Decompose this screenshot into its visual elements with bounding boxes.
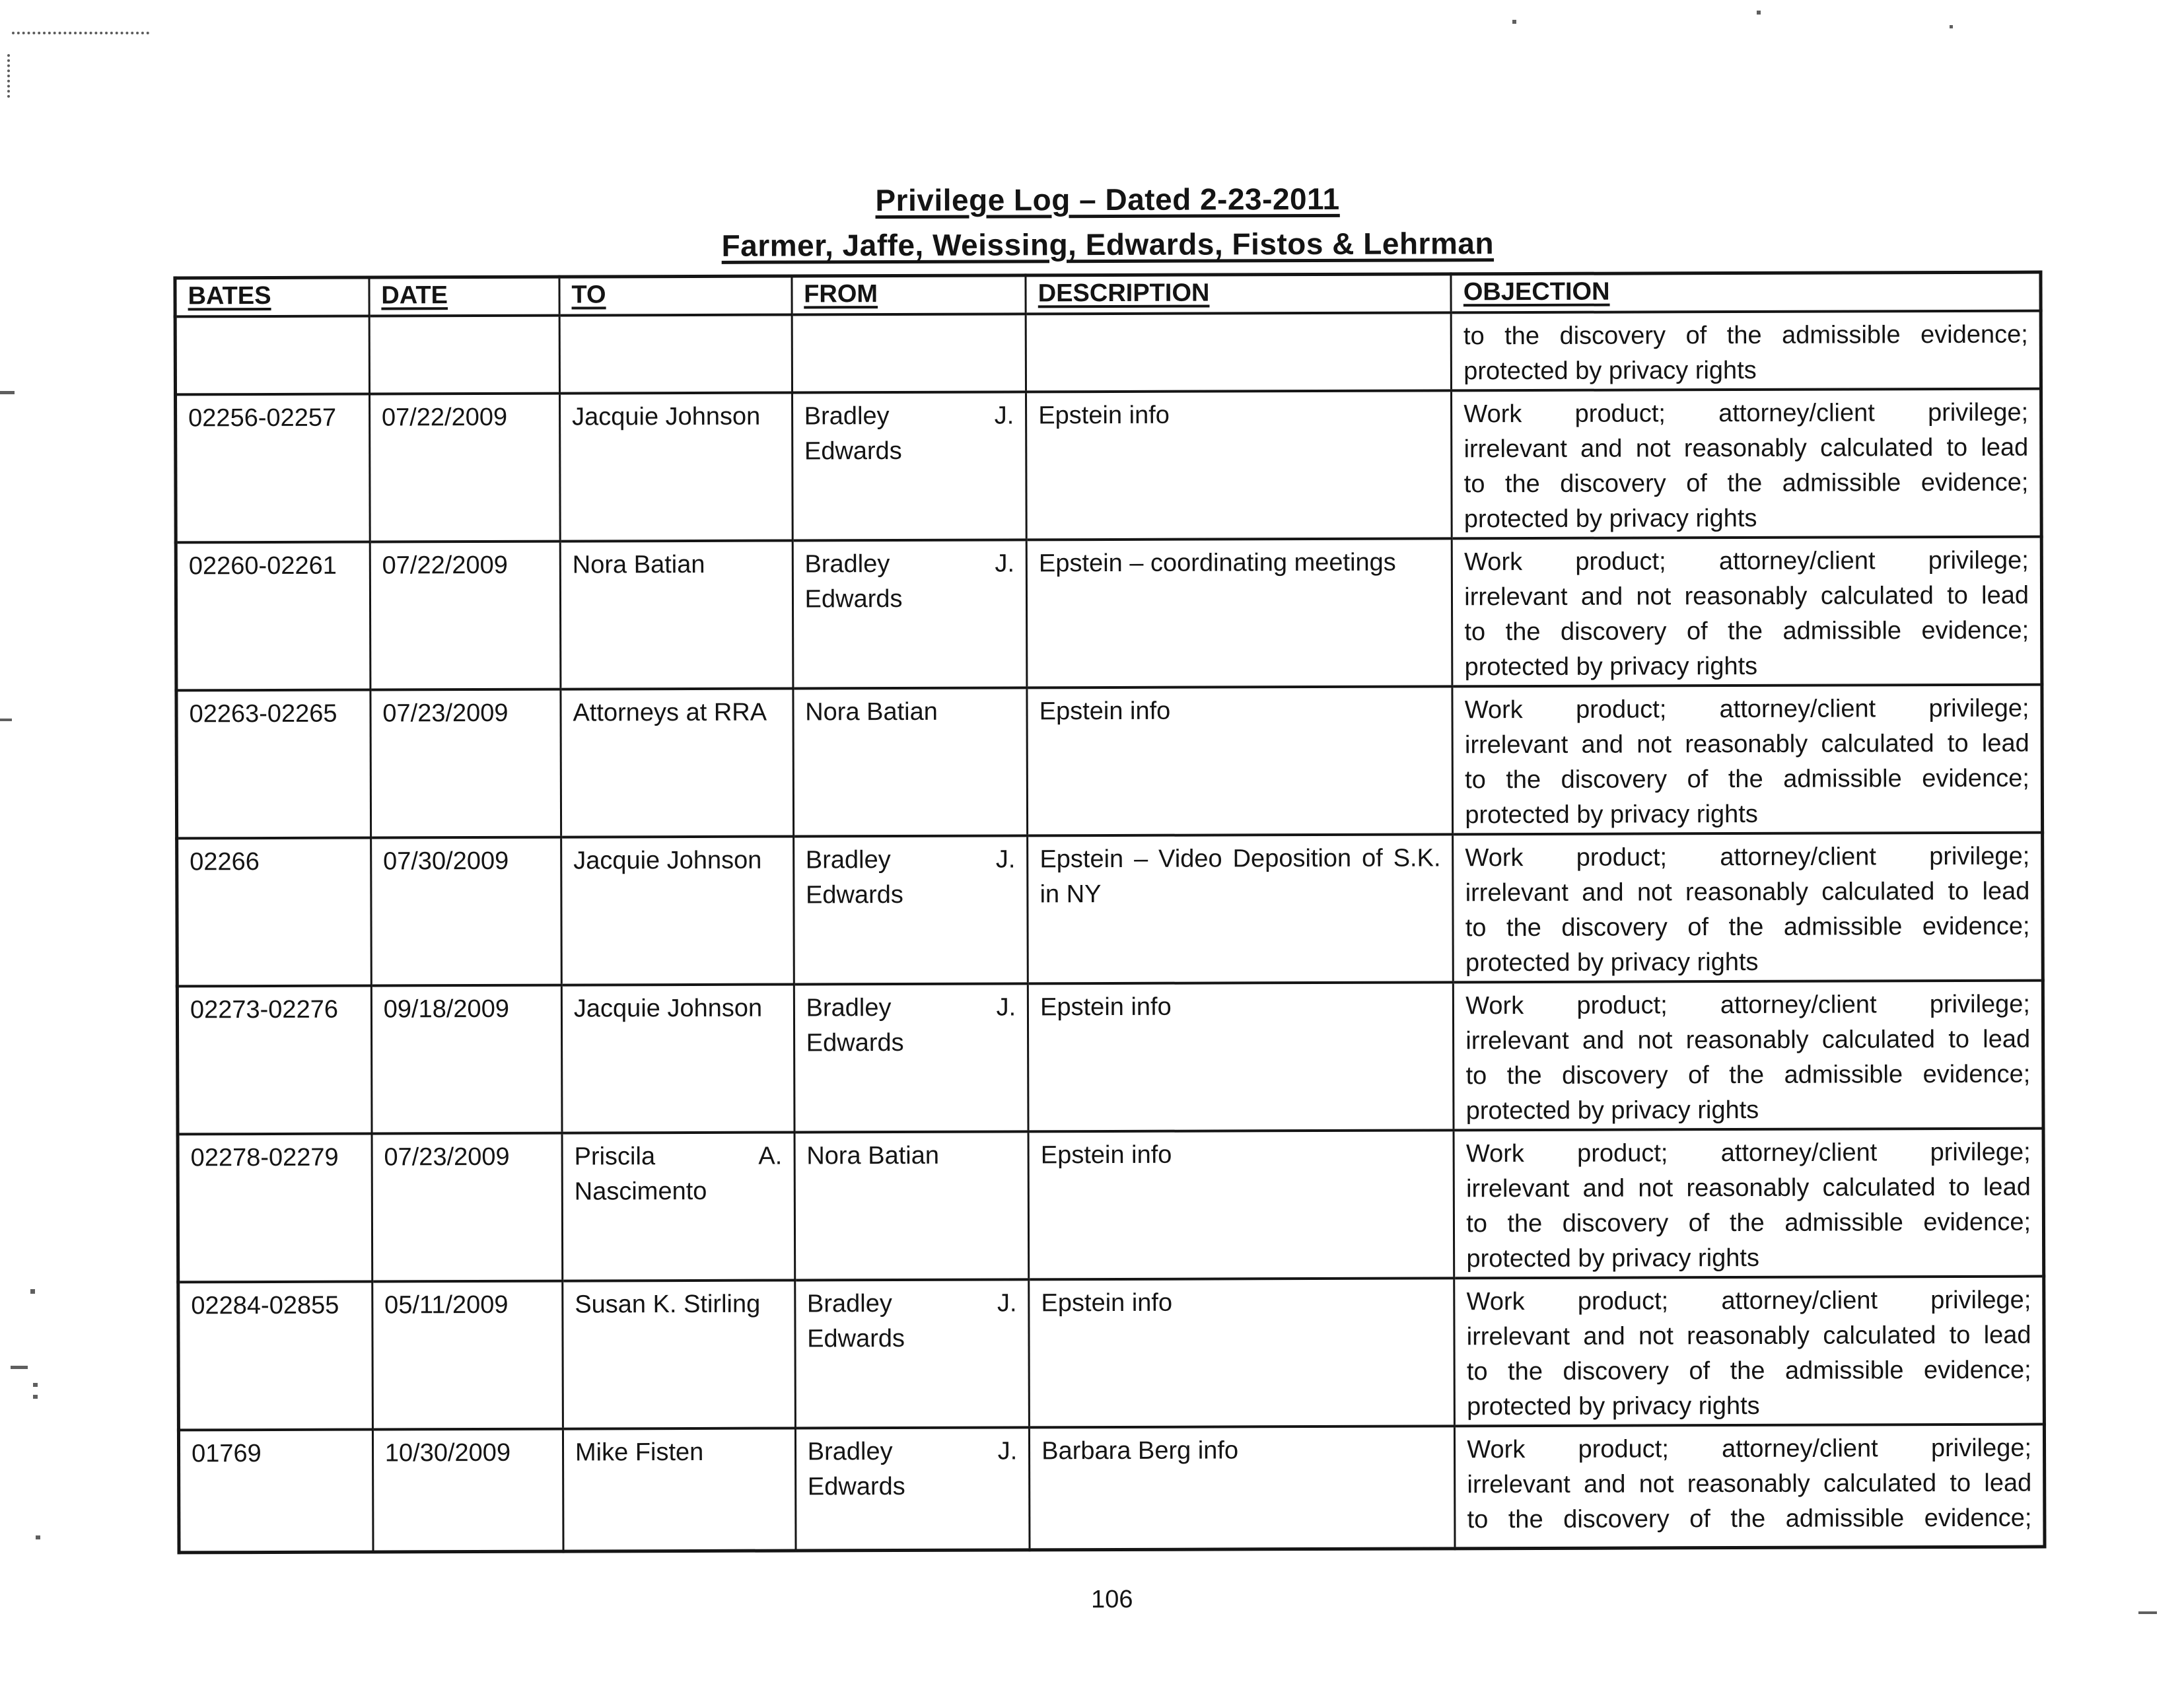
col-header-bates: BATES	[175, 277, 369, 316]
document-content	[173, 177, 2047, 1617]
cell-to: Jacquie Johnson	[561, 984, 794, 1133]
cell-date: 07/22/2009	[370, 541, 561, 689]
cell-bates	[175, 316, 369, 394]
cell-to: Attorneys at RRA	[561, 688, 793, 837]
cell-to: Susan K. Stirling	[563, 1280, 795, 1428]
cell-objection: Work product; attorney/client privilege; irrelevant and not reasonably calculated to lead to the discovery of the admissible evidence; protected by privacy rights	[1454, 980, 2043, 1130]
cell-description: Epstein info	[1029, 1278, 1455, 1427]
cell-from: Nora Batian	[794, 1131, 1029, 1280]
cell-date	[369, 315, 560, 394]
scan-artifact	[0, 719, 12, 721]
cell-objection: Work product; attorney/client privilege; irrelevant and not reasonably calculated to lead to the discovery of the admissible evidence; protected by privacy rights	[1454, 1276, 2044, 1426]
cell-objection: Work product; attorney/client privilege; irrelevant and not reasonably calculated to lead to the discovery of the admissible evidence;	[1455, 1424, 2045, 1549]
col-header-to: TO	[559, 276, 792, 315]
scan-artifact	[30, 1289, 35, 1294]
cell-description: Epstein info	[1028, 982, 1454, 1131]
header-row	[175, 272, 2041, 316]
cell-objection: Work product; attorney/client privilege; irrelevant and not reasonably calculated to lead to the discovery of the admissible evidence; protected by privacy rights	[1454, 1128, 2043, 1278]
col-header-date: DATE	[369, 277, 559, 316]
cell-to	[559, 314, 792, 393]
cell-bates: 02278-02279	[178, 1133, 372, 1282]
cell-objection: Work product; attorney/client privilege; irrelevant and not reasonably calculated to lead to the discovery of the admissible evidence; protected by privacy rights	[1452, 536, 2041, 686]
page-number: 106	[1090, 1585, 1133, 1614]
cell-date: 07/23/2009	[370, 689, 561, 837]
table-row	[178, 1424, 2045, 1553]
cell-to: Priscila A. Nascimento	[562, 1132, 794, 1281]
cell-date: 07/23/2009	[372, 1133, 563, 1281]
table-row	[177, 980, 2043, 1134]
table-row	[178, 1128, 2044, 1282]
scan-artifact	[7, 54, 10, 98]
table-row	[175, 310, 2041, 394]
cell-description: Epstein info	[1027, 686, 1453, 835]
cell-objection: to the discovery of the admissible evidence; protected by privacy rights	[1451, 310, 2041, 390]
document-title-line2: Farmer, Jaffe, Weissing, Edwards, Fistos & Lehrman	[721, 226, 1495, 263]
table-row	[176, 388, 2042, 542]
cell-to: Jacquie Johnson	[559, 392, 792, 541]
document-title-line1: Privilege Log – Dated 2-23-2011	[875, 181, 1340, 218]
cell-from: Nora Batian	[793, 687, 1028, 836]
scan-artifact	[2138, 1611, 2157, 1614]
cell-bates: 02263-02265	[176, 689, 370, 838]
col-header-from: FROM	[792, 275, 1026, 314]
cell-to: Jacquie Johnson	[561, 836, 794, 985]
cell-description: Barbara Berg info	[1030, 1426, 1456, 1550]
cell-bates: 01769	[178, 1429, 372, 1553]
table-row	[176, 536, 2042, 690]
cell-date: 07/22/2009	[369, 393, 560, 542]
cell-description: Epstein – Video Deposition of S.K. in NY	[1028, 834, 1454, 983]
cell-description: Epstein info	[1028, 1130, 1454, 1279]
cell-objection: Work product; attorney/client privilege; irrelevant and not reasonably calculated to lead to the discovery of the admissible evidence; protected by privacy rights	[1453, 832, 2043, 982]
cell-bates: 02266	[177, 837, 371, 986]
cell-description: Epstein info	[1026, 390, 1452, 540]
scan-artifact	[11, 1366, 28, 1369]
scan-artifact	[1757, 11, 1761, 15]
scan-artifact	[36, 1535, 40, 1539]
cell-from: Bradley J. Edwards	[794, 1279, 1029, 1428]
scan-artifact	[0, 391, 15, 394]
cell-date: 05/11/2009	[372, 1281, 563, 1429]
cell-date: 09/18/2009	[371, 985, 562, 1133]
cell-description: Epstein – coordinating meetings	[1026, 538, 1452, 687]
cell-from: Bradley J. Edwards	[793, 540, 1027, 688]
cell-from	[792, 314, 1026, 392]
cell-from: Bradley J. Edwards	[793, 835, 1028, 984]
cell-objection: Work product; attorney/client privilege; irrelevant and not reasonably calculated to lead to the discovery of the admissible evidence; protected by privacy rights	[1452, 388, 2041, 538]
table-row	[176, 684, 2043, 838]
cell-date: 07/30/2009	[370, 837, 561, 985]
col-header-objection: OBJECTION	[1451, 272, 2041, 312]
cell-to: Mike Fisten	[563, 1428, 795, 1551]
cell-bates: 02273-02276	[177, 985, 371, 1134]
cell-bates: 02260-02261	[176, 542, 370, 690]
privilege-log-table	[173, 271, 2046, 1555]
table-row	[178, 1276, 2045, 1430]
col-header-description: DESCRIPTION	[1026, 274, 1451, 314]
cell-bates: 02284-02855	[178, 1281, 372, 1430]
cell-from: Bradley J. Edwards	[792, 392, 1026, 540]
scan-artifact	[33, 1395, 38, 1399]
table-row	[177, 832, 2043, 986]
scan-artifact	[1950, 25, 1953, 28]
cell-from: Bradley J. Edwards	[795, 1427, 1030, 1551]
cell-from: Bradley J. Edwards	[794, 983, 1028, 1132]
cell-objection: Work product; attorney/client privilege; irrelevant and not reasonably calculated to lead to the discovery of the admissible evidence; protected by privacy rights	[1452, 684, 2042, 834]
cell-date: 10/30/2009	[372, 1428, 563, 1552]
scan-artifact	[1512, 20, 1516, 24]
cell-to: Nora Batian	[560, 540, 793, 689]
scan-artifact	[33, 1383, 38, 1387]
scan-artifact	[12, 32, 149, 34]
cell-description	[1026, 312, 1451, 392]
cell-bates: 02256-02257	[176, 394, 370, 542]
